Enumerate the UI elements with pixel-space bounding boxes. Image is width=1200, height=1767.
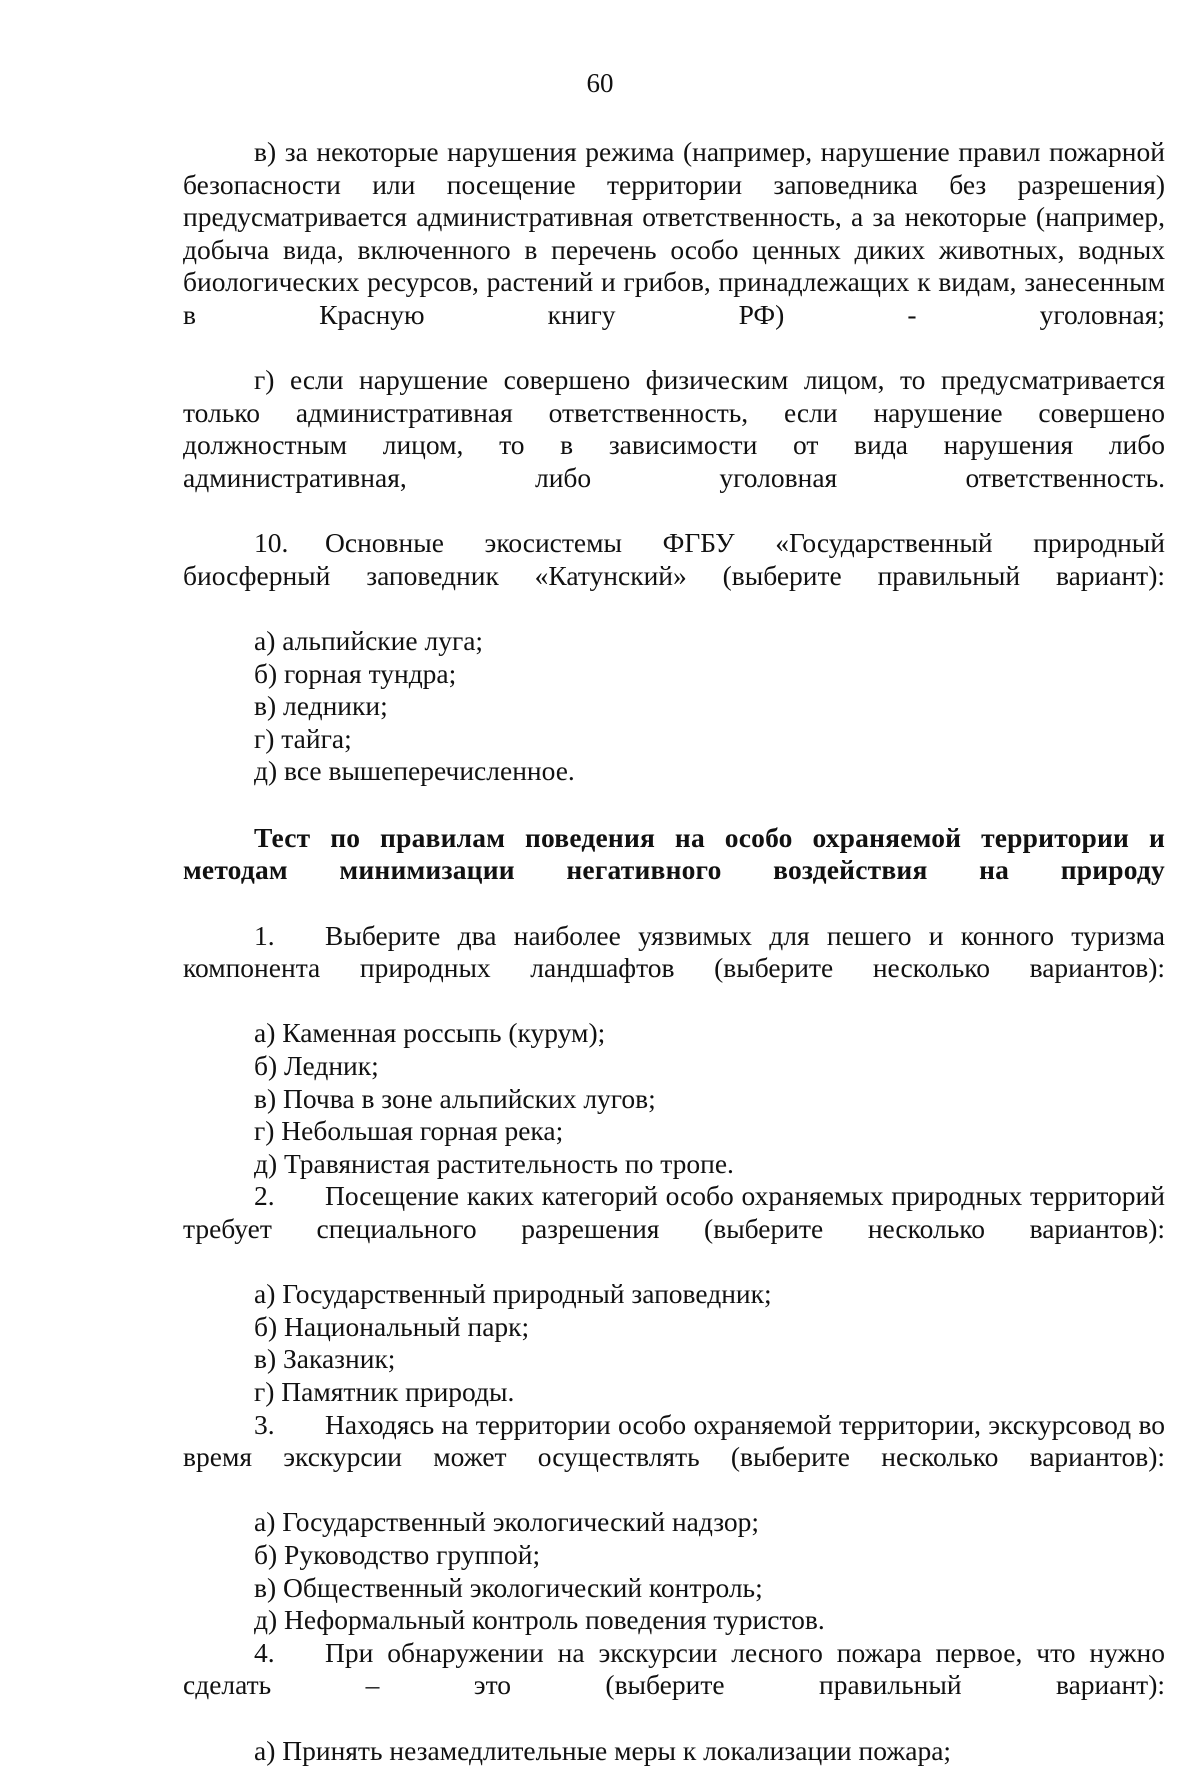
option: д) Травянистая растительность по тропе.: [183, 1148, 1165, 1181]
question-2: [183, 1180, 1165, 1278]
question-4: [183, 1637, 1165, 1735]
question-text: Посещение каких категорий особо охраняемых природных территорий требует специального разрешения (выберите несколько вариантов):: [183, 1180, 1165, 1244]
option: в) ледники;: [183, 690, 1165, 723]
question-number: 10.: [254, 527, 325, 560]
option: д) все вышеперечисленное.: [183, 755, 1165, 788]
option: а) альпийские луга;: [183, 625, 1165, 658]
question-3: [183, 1409, 1165, 1507]
question-number: 4.: [254, 1637, 325, 1670]
section-heading: Тест по правилам поведения на особо охраняемой территории и методам минимизации негативного воздействия на природу: [183, 822, 1165, 920]
option: а) Государственный экологический надзор;: [183, 1506, 1165, 1539]
option: а) Каменная россыпь (курум);: [183, 1017, 1165, 1050]
page-body: [183, 136, 1165, 1767]
question-1: [183, 920, 1165, 1018]
option: в) Общественный экологический контроль;: [183, 1572, 1165, 1605]
option: а) Государственный природный заповедник;: [183, 1278, 1165, 1311]
option: в) Почва в зоне альпийских лугов;: [183, 1083, 1165, 1116]
question-text: Выберите два наиболее уязвимых для пешего и конного туризма компонента природных ландшафтов (выберите несколько вариантов):: [183, 920, 1165, 984]
page-number: 60: [0, 66, 1200, 100]
question-number: 3.: [254, 1409, 325, 1442]
question-text: При обнаружении на экскурсии лесного пожара первое, что нужно сделать – это (выберите правильный вариант):: [183, 1637, 1165, 1701]
paragraph-v: в) за некоторые нарушения режима (например, нарушение правил пожарной безопасности или посещение территории заповедника без разрешения) предусматривается административная ответственность, а за некоторые (например, добыча вида, включенного в перечень особо ценных диких животных, водных биологических ресурсов, растений и грибов, принадлежащих к видам, занесенным в Красную книгу РФ) - уголовная;: [183, 136, 1165, 364]
option: г) Памятник природы.: [183, 1376, 1165, 1409]
option: в) Заказник;: [183, 1343, 1165, 1376]
option: а) Принять незамедлительные меры к локализации пожара;: [183, 1735, 1165, 1767]
question-text: Находясь на территории особо охраняемой территории, экскурсовод во время экскурсии может осуществлять (выберите несколько вариантов):: [183, 1409, 1165, 1473]
option: б) Национальный парк;: [183, 1311, 1165, 1344]
question-number: 1.: [254, 920, 325, 953]
section-gap: [183, 788, 1165, 822]
option: б) горная тундра;: [183, 658, 1165, 691]
paragraph-g: г) если нарушение совершено физическим лицом, то предусматривается только административная ответственность, если нарушение совершено должностным лицом, то в зависимости от вида нарушения либо административная, либо уголовная ответственность.: [183, 364, 1165, 527]
option: г) тайга;: [183, 723, 1165, 756]
option: б) Руководство группой;: [183, 1539, 1165, 1572]
option: б) Ледник;: [183, 1050, 1165, 1083]
option: г) Небольшая горная река;: [183, 1115, 1165, 1148]
question-number: 2.: [254, 1180, 325, 1213]
question-10: [183, 527, 1165, 625]
option: д) Неформальный контроль поведения туристов.: [183, 1604, 1165, 1637]
question-text: Основные экосистемы ФГБУ «Государственный природный биосферный заповедник «Катунский» (выберите правильный вариант):: [183, 527, 1165, 591]
